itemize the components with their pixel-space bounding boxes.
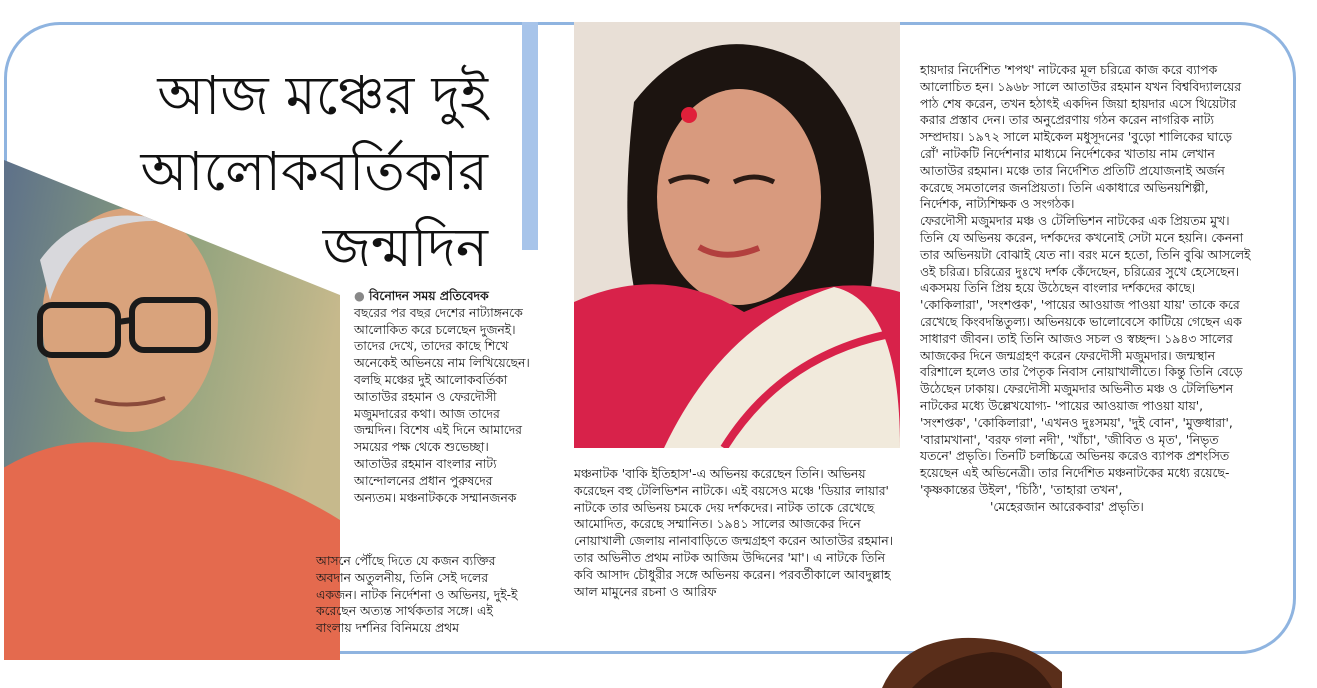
col2-paragraph: মঞ্চনাটক 'বাকি ইতিহাস'-এ অভিনয় করেছেন তিনি। অভিনয় করেছেন বহু টেলিভিশন নাটকে। এই বয়সেও মঞ্চে 'ডিয়ার লায়ার' নাটকে তার অভিনয় চমকে দেয় দর্শকদের। নাটক তাকে রেখেছে আমোদিত, করেছে সম্মানিত। ১৯৪১ সালের আজকের দিনে নোয়াখালী জেলায় নানাবাড়িতে জন্মগ্রহণ করেন আতাউর রহমান। তার অভিনীত প্রথম নাটক আজিম উদ্দিনের 'মা'। এ নাটকে তিনি কবি আসাদ চৌধুরীর সঙ্গে অভিনয় করেন। পরবর্তীকালে আবদুল্লাহ আল মামুনের রচনা ও আরিফ — [574, 467, 894, 599]
headline-line-1: আজ মঞ্চের দুই — [157, 64, 488, 127]
col1-paragraph-2: আতাউর রহমান বাংলার নাট্য আন্দোলনের প্রধান পুরুষদের অন্যতম। মঞ্চনাটককে সম্মানজনক — [354, 456, 517, 505]
col1-paragraph-1: বছরের পর বছর দেশের নাট্যাঙ্গনকে আলোকিত করে চলেছেন দুজনই। তাদের দেখে, তাদের কাছে শিখে অনেকেই অভিনয়ে নাম লিখিয়েছেন। বলছি মঞ্চের দুই আলোকবর্তিকা আতাউর রহমান ও ফেরদৌসী মজুমদারের কথা। আজ তাদের জন্মদিন। বিশেষ এই দিনে আমাদের সময়ের পক্ষ থেকে শুভেচ্ছা। — [354, 305, 530, 455]
col1-paragraph-3: আসনে পৌঁছে দিতে যে কজন ব্যক্তির অবদান অতুলনীয়, তিনি সেই দলের একজন। নাটক নির্দেশনা ও অভিনয়, দুই-ই করেছেন অত্যন্ত সার্থকতার সঙ্গে। এই বাংলায় দর্শনির বিনিময়ে প্রথম — [316, 554, 518, 636]
headline-line-2: আলোকবর্তিকার — [140, 140, 488, 203]
bullet-icon: ● — [354, 289, 370, 303]
col3-paragraph-3: 'মেহেরজান আরেকবার' প্রভৃতি। — [990, 499, 1144, 514]
partial-photo-bottom — [872, 632, 1072, 688]
headline — [120, 58, 488, 286]
portrait-right-photo — [574, 22, 900, 448]
accent-bar — [522, 22, 538, 250]
column-1 — [354, 288, 532, 506]
column-2 — [574, 466, 904, 600]
col3-paragraph-1: হায়দার নির্দেশিত 'শপথ' নাটকের মূল চরিত্রে কাজ করে ব্যাপক আলোচিত হন। ১৯৬৮ সালে আতাউর রহমান যখন বিশ্ববিদ্যালয়ের পাঠ শেষ করেন, তখন হঠাৎই একদিন জিয়া হায়দার এসে থিয়েটার করার প্রস্তাব দেন। তার অনুপ্রেরণায় গঠন করেন নাগরিক নাট্য সম্প্রদায়। ১৯৭২ সালে মাইকেল মধুসূদনের 'বুড়ো শালিকের ঘাড়ে রোঁ' নাটকটি নির্দেশনার মাধ্যমে নির্দেশকের খাতায় নাম লেখান আতাউর রহমান। মঞ্চে তার নির্দেশিত প্রতিটি প্রযোজনাই অর্জন করেছে সমতালের জনপ্রিয়তা। তিনি একাধারে অভিনয়শিল্পী, নির্দেশক, নাট্যশিক্ষক ও সংগঠক। — [920, 63, 1242, 212]
headline-line-3: জন্মদিন — [322, 216, 488, 279]
byline — [354, 288, 532, 305]
col3-paragraph-2: ফেরদৌসী মজুমদার মঞ্চ ও টেলিভিশন নাটকের এক প্রিয়তম মুখ। তিনি যে অভিনয় করেন, দর্শকদের কখনোই সেটা মনে হয়নি। কেননা তার অভিনয়টা বোঝাই যেত না। বরং মনে হতো, তিনি বুঝি আসলেই ওই চরিত্র। চরিত্রের দুঃখে দর্শক কেঁদেছেন, চরিত্রের সুখে হেসেছেন। একসময় তিনি প্রিয় হয়ে উঠেছেন বাংলার দর্শকদের কাছে। 'কোকিলারা', 'সংশপ্তক', 'পায়ের আওয়াজ পাওয়া যায়' তাকে করে রেখেছে কিংবদন্তিতুল্য। অভিনয়কে ভালোবেসে কাটিয়ে গেছেন এক সাধারণ জীবন। তাই তিনি আজও সচল ও স্বচ্ছন্দ। ১৯৪৩ সালের আজকের দিনে জন্মগ্রহণ করেন ফেরদৌসী মজুমদার। জন্মস্থান বরিশালে হলেও তার পৈতৃক নিবাস নোয়াখালীতে। কিন্তু তিনি বেড়ে উঠেছেন ঢাকায়। ফেরদৌসী মজুমদার অভিনীত মঞ্চ ও টেলিভিশন নাটকের মধ্যে উল্লেখযোগ্য- 'পায়ের আওয়াজ পাওয়া যায়', 'সংশপ্তক', 'কোকিলারা', 'এখনও দুঃসময়', 'দুই বোন', 'মুক্তধারা', 'বারামখানা', 'বরফ গলা নদী', 'খাঁচা', 'জীবিত ও মৃত', 'নিভৃত যতনে' প্রভৃতি। তিনটি চলচ্চিত্রে অভিনয় করেও ব্যাপক প্রশংসিত হয়েছেন এই অভিনেত্রী। তার নির্দেশিত মঞ্চনাটকের মধ্যে রয়েছে- 'কৃষ্ণকান্তের উইল', 'চিঠি', 'তাহারা তখন', — [920, 214, 1251, 497]
byline-text: বিনোদন সময় প্রতিবেদক — [369, 289, 489, 303]
column-3 — [920, 62, 1252, 516]
column-1-wide — [220, 553, 532, 637]
